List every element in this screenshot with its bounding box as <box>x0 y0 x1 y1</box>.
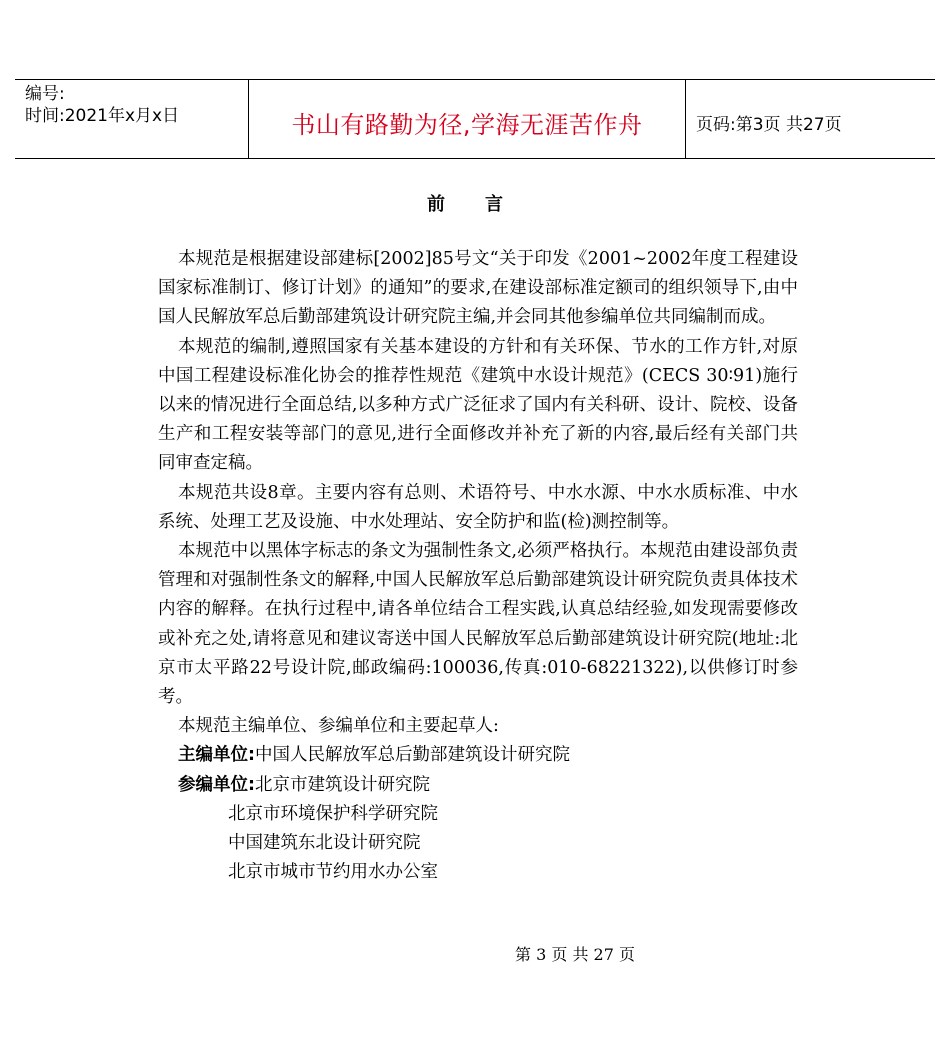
participating-row <box>158 771 798 800</box>
participating-label: 参编单位: <box>178 774 255 795</box>
paragraph: 本规范是根据建设部建标[2002]85号文“关于印发《2001~2002年度工程建设国家标准制订、修订计划》的通知”的要求,在建设部标准定额司的组织领导下,由中国人民解放军总后勤部建筑设计研究院主编,并会同其他参编单位共同编制而成。 <box>158 249 798 328</box>
participating-unit: 中国建筑东北设计研究院 <box>228 833 421 854</box>
page-title: 前言 <box>427 194 543 215</box>
chief-unit-value: 中国人民解放军总后勤部建筑设计研究院 <box>255 745 570 766</box>
page-footer: 第 3 页 共 27 页 <box>515 945 635 964</box>
date-line: 时间:2021年x月x日 <box>25 106 180 126</box>
participating-unit: 北京市环境保护科学研究院 <box>228 803 438 824</box>
header-left-cell <box>15 80 249 158</box>
header-motto: 书山有路勤为径,学海无涯苦作舟 <box>291 111 643 139</box>
intro-line: 本规范主编单位、参编单位和主要起草人: <box>178 716 499 737</box>
header-page-cell <box>686 80 935 158</box>
participating-unit: 北京市城市节约用水办公室 <box>228 862 438 883</box>
header-table <box>15 79 935 159</box>
chief-unit-row <box>158 741 798 770</box>
header-page-info: 页码:第3页 共27页 <box>696 115 842 135</box>
paragraph: 本规范共设8章。主要内容有总则、术语符号、中水水源、中水水质标准、中水系统、处理工艺及设施、中水处理站、安全防护和监(检)测控制等。 <box>158 482 798 532</box>
paragraph: 本规范中以黑体字标志的条文为强制性条文,必须严格执行。本规范由建设部负责管理和对强制性条文的解释,中国人民解放军总后勤部建筑设计研究院负责具体技术内容的解释。在执行过程中,请各单位结合工程实践,认真总结经验,如发现需要修改或补充之处,请将意见和建议寄送中国人民解放军总后勤部建筑设计研究院(地址:北京市太平路22号设计院,邮政编码:100036,传真:010-68221322),以供修订时参考。 <box>158 541 798 708</box>
participating-unit: 北京市建筑设计研究院 <box>255 774 430 795</box>
header-motto-cell <box>249 80 686 158</box>
document-body <box>158 245 798 887</box>
chief-unit-label: 主编单位: <box>178 745 255 766</box>
serial-label: 编号: <box>25 84 65 104</box>
paragraph: 本规范的编制,遵照国家有关基本建设的方针和有关环保、节水的工作方针,对原中国工程建设标准化协会的推荐性规范《建筑中水设计规范》(CECS 30∶91)施行以来的情况进行全面总结,以多种方式广泛征求了国内有关科研、设计、院校、设备生产和工程安装等部门的意见,进行全面修改并补充了新的内容,最后经有关部门共同审查定稿。 <box>158 336 798 474</box>
